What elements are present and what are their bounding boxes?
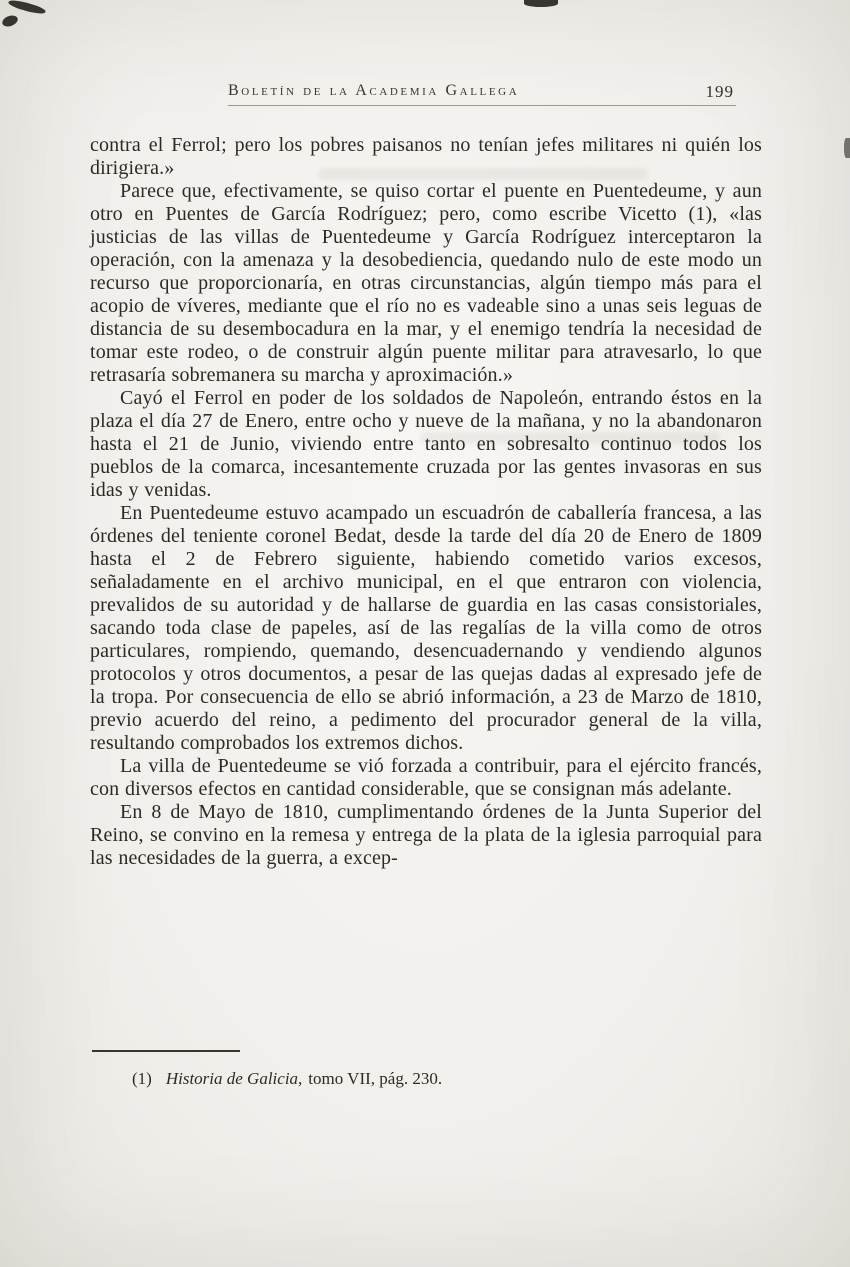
paragraph: contra el Ferrol; pero los pobres paisanos no tenían jefes militares ni quién los dirigiera.» bbox=[90, 134, 762, 179]
paragraph: En Puentedeume estuvo acampado un escuadrón de caballería francesa, a las órdenes del teniente coronel Bedat, desde la tarde del día 20 de Enero de 1809 hasta el 2 de Febrero siguiente, habiendo cometido varios excesos, señaladamente en el archivo municipal, en el que entraron con violencia, prevalidos de su autoridad y de hallarse de guardia en las casas consistoriales, sacando toda clase de papeles, así de las regalías de la villa como de otros particulares, rompiendo, quemando, desencuadernando y vendiendo algunos protocolos y otros documentos, a pesar de las quejas dadas al expresado jefe de la tropa. Por consecuencia de ello se abrió información, a 23 de Marzo de 1810, previo acuerdo del reino, a pedimento del procurador general de la villa, resultando comprobados los extremos dichos. bbox=[90, 502, 762, 754]
paragraph: Cayó el Ferrol en poder de los soldados de Napoleón, entrando éstos en la plaza el día 27 de Enero, entre ocho y nueve de la mañana, y no la abandonaron hasta el 21 de Junio, viviendo entre tanto en sobresalto continuo todos los pueblos de la comarca, incesantemente cruzada por las gentes invasoras en sus idas y venidas. bbox=[90, 387, 762, 501]
footnote-separator bbox=[92, 1050, 240, 1052]
scan-artifact bbox=[524, 0, 558, 7]
scan-artifact bbox=[8, 0, 47, 16]
paragraph: La villa de Puentedeume se vió forzada a contribuir, para el ejército francés, con diversos efectos en cantidad considerable, que se consignan más adelante. bbox=[90, 755, 762, 800]
footnote bbox=[90, 1068, 762, 1090]
footnote-marker: (1) bbox=[132, 1069, 152, 1088]
scan-artifact bbox=[1, 14, 19, 29]
running-head bbox=[90, 82, 762, 106]
journal-title: Boletín de la Academia Gallega bbox=[228, 82, 520, 99]
paragraph: En 8 de Mayo de 1810, cumplimentando órdenes de la Junta Superior del Reino, se convino en la remesa y entrega de la plata de la iglesia parroquial para las necesidades de la guerra, a excep- bbox=[90, 801, 762, 869]
body-text bbox=[90, 134, 762, 870]
page-number: 199 bbox=[705, 82, 734, 101]
paragraph: Parece que, efectivamente, se quiso cortar el puente en Puentedeume, y aun otro en Puentes de García Rodríguez; pero, como escribe Vicetto (1), «las justicias de las villas de Puentedeume y García Rodríguez interceptaron la operación, con la amenaza y la desobediencia, quedando nulo de este modo un recurso que proporcionaría, en otras circunstancias, algún tiempo más para el acopio de víveres, mediante que el río no es vadeable sino a unas seis leguas de distancia de su desembocadura en la mar, y el enemigo tendría la necesidad de tomar este rodeo, o de construir algún puente militar para atravesarlo, lo que retrasaría sobremanera su marcha y aproximación.» bbox=[90, 180, 762, 386]
footnote-detail: tomo VII, pág. 230. bbox=[308, 1069, 443, 1088]
header-rule bbox=[228, 105, 736, 106]
scan-artifact bbox=[844, 138, 850, 158]
footnote-work-title: Historia de Galicia, bbox=[165, 1069, 303, 1088]
